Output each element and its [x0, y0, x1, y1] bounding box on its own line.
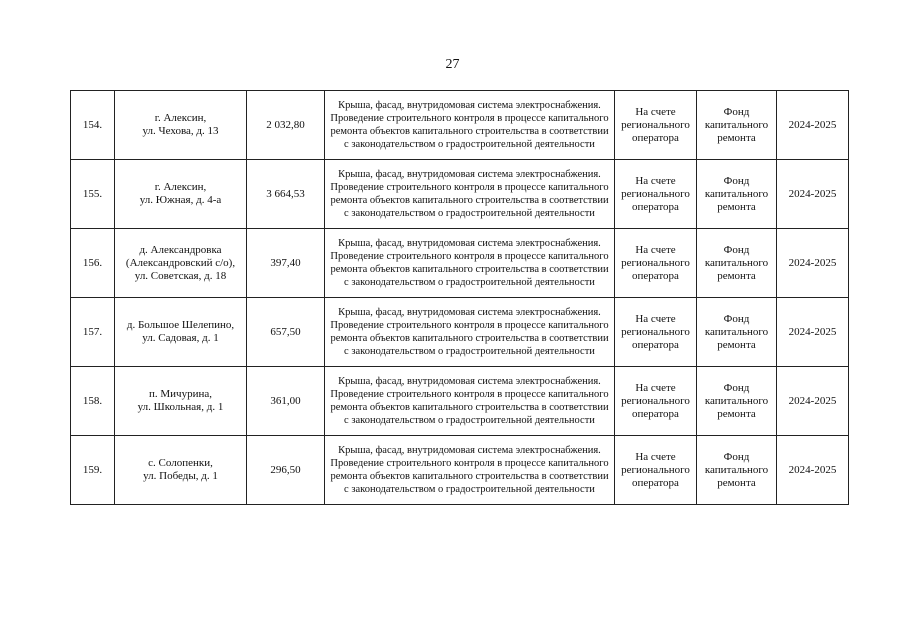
address-line: д. Александровка: [139, 243, 222, 256]
works-cell: Крыша, фасад, внутридомовая система электроснабжения. Проведение строительного контроля в процессе капитального ремонта объектов капитального строительства в соответствии с законодательством о градостроительной деятельности: [325, 91, 615, 160]
table-row: [71, 367, 849, 436]
row-number: 159.: [71, 436, 115, 505]
address-cell: [115, 160, 247, 229]
row-number: 156.: [71, 229, 115, 298]
works-cell: Крыша, фасад, внутридомовая система электроснабжения. Проведение строительного контроля в процессе капитального ремонта объектов капитального строительства в соответствии с законодательством о градостроительной деятельности: [325, 367, 615, 436]
period-cell: 2024-2025: [777, 229, 849, 298]
works-cell: Крыша, фасад, внутридомовая система электроснабжения. Проведение строительного контроля в процессе капитального ремонта объектов капитального строительства в соответствии с законодательством о градостроительной деятельности: [325, 436, 615, 505]
funding-source-cell: Фонд капитального ремонта: [697, 229, 777, 298]
period-cell: 2024-2025: [777, 298, 849, 367]
funding-source-cell: Фонд капитального ремонта: [697, 436, 777, 505]
funding-source-cell: Фонд капитального ремонта: [697, 91, 777, 160]
period-cell: 2024-2025: [777, 160, 849, 229]
row-number: 158.: [71, 367, 115, 436]
period-cell: 2024-2025: [777, 367, 849, 436]
account-cell: На счете регионального оператора: [615, 160, 697, 229]
row-number: 157.: [71, 298, 115, 367]
works-cell: Крыша, фасад, внутридомовая система электроснабжения. Проведение строительного контроля в процессе капитального ремонта объектов капитального строительства в соответствии с законодательством о градостроительной деятельности: [325, 298, 615, 367]
address-line: с. Солопенки,: [148, 457, 213, 469]
row-number: 155.: [71, 160, 115, 229]
table-row: [71, 229, 849, 298]
capital-repair-table: [70, 90, 849, 505]
address-line: д. Большое Шелепино,: [126, 319, 235, 331]
area-cell: 361,00: [247, 367, 325, 436]
address-line: ул. Садовая, д. 1: [142, 332, 219, 344]
area-cell: 296,50: [247, 436, 325, 505]
address-cell: [115, 367, 247, 436]
address-line: г. Алексин,: [154, 112, 207, 124]
funding-source-cell: Фонд капитального ремонта: [697, 367, 777, 436]
area-cell: 3 664,53: [247, 160, 325, 229]
address-line: (Александровский с/о),: [125, 256, 236, 269]
address-cell: [115, 229, 247, 298]
table-row: [71, 298, 849, 367]
account-cell: На счете регионального оператора: [615, 298, 697, 367]
address-line: г. Алексин,: [154, 181, 207, 193]
works-cell: Крыша, фасад, внутридомовая система электроснабжения. Проведение строительного контроля в процессе капитального ремонта объектов капитального строительства в соответствии с законодательством о градостроительной деятельности: [325, 160, 615, 229]
account-cell: На счете регионального оператора: [615, 229, 697, 298]
account-cell: На счете регионального оператора: [615, 91, 697, 160]
account-cell: На счете регионального оператора: [615, 436, 697, 505]
area-cell: 657,50: [247, 298, 325, 367]
address-line: ул. Школьная, д. 1: [137, 401, 224, 413]
funding-source-cell: Фонд капитального ремонта: [697, 160, 777, 229]
table-row: [71, 91, 849, 160]
address-line: ул. Победы, д. 1: [143, 470, 218, 482]
area-cell: 397,40: [247, 229, 325, 298]
funding-source-cell: Фонд капитального ремонта: [697, 298, 777, 367]
row-number: 154.: [71, 91, 115, 160]
works-cell: Крыша, фасад, внутридомовая система электроснабжения. Проведение строительного контроля в процессе капитального ремонта объектов капитального строительства в соответствии с законодательством о градостроительной деятельности: [325, 229, 615, 298]
address-cell: [115, 91, 247, 160]
address-line: ул. Чехова, д. 13: [142, 125, 219, 137]
address-cell: [115, 298, 247, 367]
period-cell: 2024-2025: [777, 436, 849, 505]
account-cell: На счете регионального оператора: [615, 367, 697, 436]
address-cell: [115, 436, 247, 505]
address-line: ул. Южная, д. 4-а: [139, 194, 222, 206]
address-line: п. Мичурина,: [149, 388, 212, 400]
address-line: ул. Советская, д. 18: [134, 269, 227, 282]
table-row: [71, 436, 849, 505]
page-number: 27: [445, 57, 460, 72]
area-cell: 2 032,80: [247, 91, 325, 160]
table-row: [71, 160, 849, 229]
period-cell: 2024-2025: [777, 91, 849, 160]
